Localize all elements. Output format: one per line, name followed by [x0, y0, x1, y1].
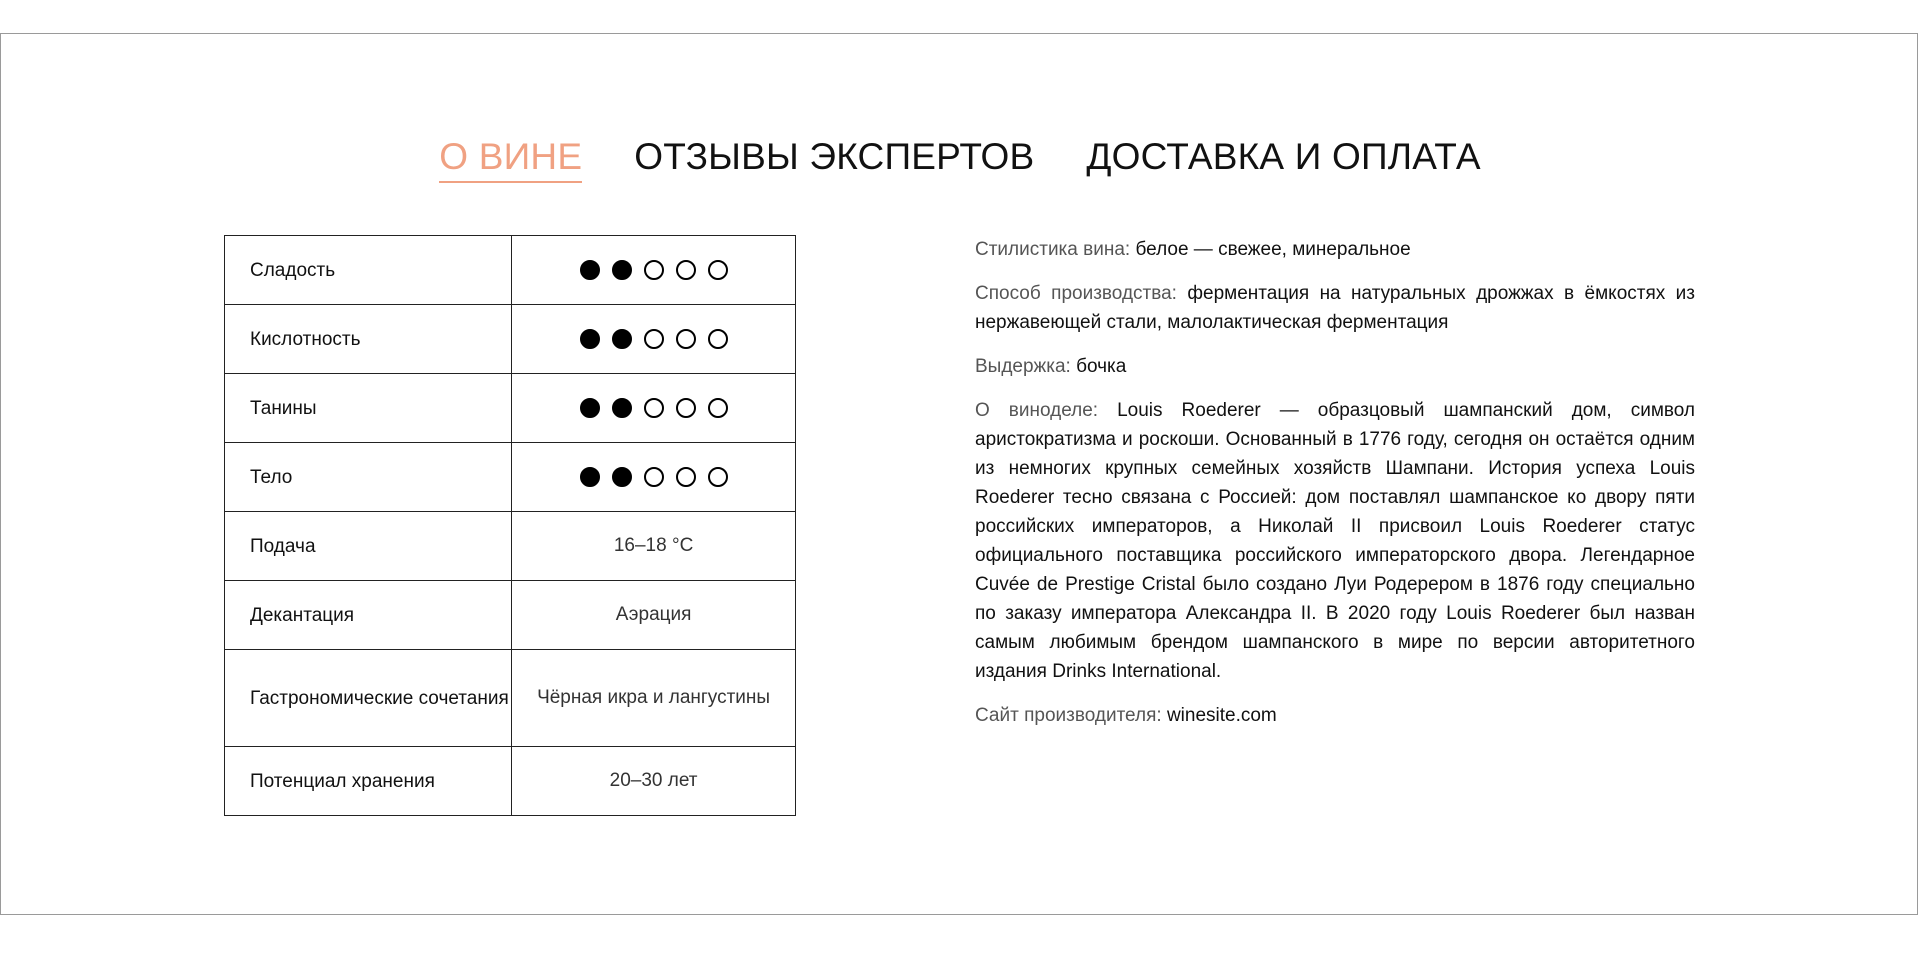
sweetness-rating [512, 260, 795, 280]
rating-dot-empty [676, 398, 696, 418]
rating-dot-empty [676, 329, 696, 349]
style-line [975, 235, 1695, 264]
aging-potential-value: 20–30 лет [512, 747, 796, 816]
rating-dot-empty [644, 467, 664, 487]
pairings-value: Чёрная икра и лангустины [512, 650, 796, 747]
tab-about-wine[interactable]: О ВИНЕ [439, 136, 582, 183]
aging-line [975, 352, 1695, 381]
rating-dot-empty [644, 260, 664, 280]
winemaker-line [975, 396, 1695, 686]
style-value: белое — свежее, минеральное [1135, 239, 1411, 260]
rating-dot-filled [612, 467, 632, 487]
rating-dot-filled [612, 329, 632, 349]
table-row [225, 747, 796, 816]
style-label: Стилистика вина: [975, 239, 1131, 260]
aging-label: Выдержка: [975, 356, 1071, 377]
wine-characteristics-table [224, 235, 796, 816]
table-row [225, 305, 796, 374]
production-line [975, 279, 1695, 337]
row-label-pairings: Гастрономические сочетания [225, 650, 512, 747]
row-label-decanting: Декантация [225, 581, 512, 650]
rating-dot-filled [612, 398, 632, 418]
site-line [975, 701, 1695, 730]
tab-delivery-payment[interactable]: ДОСТАВКА И ОПЛАТА [1086, 136, 1481, 177]
rating-dot-empty [644, 398, 664, 418]
row-label-sweetness: Сладость [225, 236, 512, 305]
rating-dot-empty [644, 329, 664, 349]
rating-dot-filled [612, 260, 632, 280]
site-label: Сайт производителя: [975, 705, 1162, 726]
winemaker-value: Louis Roederer — образцовый шампанский дом, символ аристократизма и роскоши. Основанный в 1776 году, сегодня он остаётся одним из немногих крупных семейных хозяйств Шампани. История успеха Louis Roederer тесно связана с Россией: дом поставлял шампанское ко двору пяти российских императоров, а Николай II присвоил Louis Roederer статус официального поставщика российского императорского двора. Легендарное Cuvée de Prestige Cristal было создано Луи Родерером в 1876 году специально по заказу императора Александра II. В 2020 году Louis Roederer был назван самым любимым брендом шампанского в мире по версии авторитетного издания Drinks International. [975, 400, 1695, 682]
row-label-acidity: Кислотность [225, 305, 512, 374]
table-row [225, 236, 796, 305]
aging-value: бочка [1076, 356, 1127, 377]
row-label-body: Тело [225, 443, 512, 512]
table-row [225, 443, 796, 512]
decanting-value: Аэрация [512, 581, 796, 650]
serving-value: 16–18 °C [512, 512, 796, 581]
row-label-aging-potential: Потенциал хранения [225, 747, 512, 816]
table-row [225, 650, 796, 747]
rating-dot-filled [580, 467, 600, 487]
tannins-rating [512, 398, 795, 418]
rating-dot-empty [708, 329, 728, 349]
rating-dot-empty [708, 260, 728, 280]
winemaker-label: О виноделе: [975, 400, 1099, 421]
acidity-rating [512, 329, 795, 349]
rating-dot-empty [708, 467, 728, 487]
table-row [225, 512, 796, 581]
rating-dot-empty [676, 260, 696, 280]
rating-dot-empty [708, 398, 728, 418]
body-rating [512, 467, 795, 487]
rating-dot-filled [580, 260, 600, 280]
rating-dot-filled [580, 329, 600, 349]
wine-description [975, 235, 1695, 745]
table-row [225, 581, 796, 650]
row-label-serving: Подача [225, 512, 512, 581]
table-row [225, 374, 796, 443]
tab-expert-reviews[interactable]: ОТЗЫВЫ ЭКСПЕРТОВ [634, 136, 1035, 177]
producer-site-link[interactable]: winesite.com [1166, 705, 1277, 726]
row-label-tannins: Танины [225, 374, 512, 443]
tabs-nav [0, 136, 1920, 183]
production-label: Способ производства: [975, 283, 1177, 304]
rating-dot-empty [676, 467, 696, 487]
rating-dot-filled [580, 398, 600, 418]
production-value: ферментация на натуральных дрожжах в ёмкостях из нержавеющей стали, малолактическая ферментация [975, 283, 1696, 333]
